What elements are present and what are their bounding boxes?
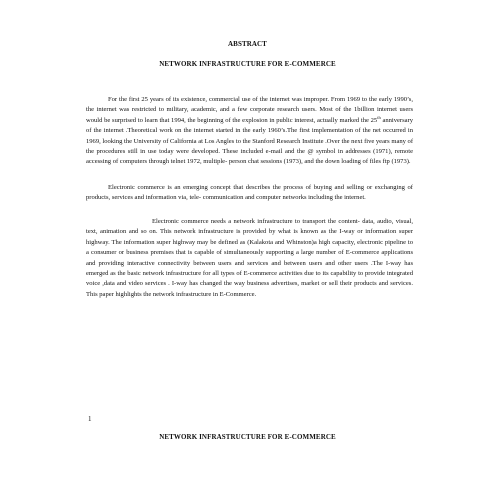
footer-title: NETWORK INFRASTRUCTURE FOR E-COMMERCE xyxy=(159,433,336,441)
paragraph-ecommerce-definition: Electronic commerce is an emerging concept that describes the process of buying and selling or exchanging of products, services and information via, tele- communication and computer networks including the internet. xyxy=(86,184,413,202)
paragraph-history-text-end: anniversary of the internet .Theoretical work on the internet started in the early 1960’s.The first implementation of the net occurred in 1969, looking the University of California at Los Angles to the Stanford Research Institute .Over the next five years many of the procedures still in use today were developed. These included e-mail and the @ symbol in addresses (1971), remote accessing of computers through telnet 1972, multiple- person chat sessions (1973), and the down loading of files ftp (1973). xyxy=(86,116,413,166)
paragraph-history xyxy=(86,95,413,168)
paragraph-network-infrastructure: Electronic commerce needs a network infrastructure to transport the content- data, audio, visual, text, animation and so on. This network infrastructure is provided by what is known as the I-way or information super highway. The information super highway may be defined as (Kalakota and Whinston)a high capacity, electronic pipeline to a consumer or business premises that is capable of simultaneously supporting a large number of E-commerce applications and providing interactive connectivity between users and services and between users and other users .The I-way has emerged as the basic network infrastructure for all types of E-commerce activities due to its capability to provide integrated voice ,data and video services . I-way has changed the way business advertises, market or sell their products and services. This paper highlights the network infrastructure in E-Commerce. xyxy=(86,218,413,298)
superscript-th: th xyxy=(377,114,381,120)
page-number: 1 xyxy=(88,415,92,423)
document-title: NETWORK INFRASTRUCTURE FOR E-COMMERCE xyxy=(159,60,336,68)
abstract-heading: ABSTRACT xyxy=(228,40,267,48)
paragraph-history-text-start: For the first 25 years of its existence, commercial use of the internet was improper. From 1969 to the early 1990’s, the internet was restricted to military, academic, and a few corporate research users. Most of the 1billion internet users would be surprised to learn that 1994, the beginning of the explosion in public interest, actually marked the 25 xyxy=(86,96,413,124)
